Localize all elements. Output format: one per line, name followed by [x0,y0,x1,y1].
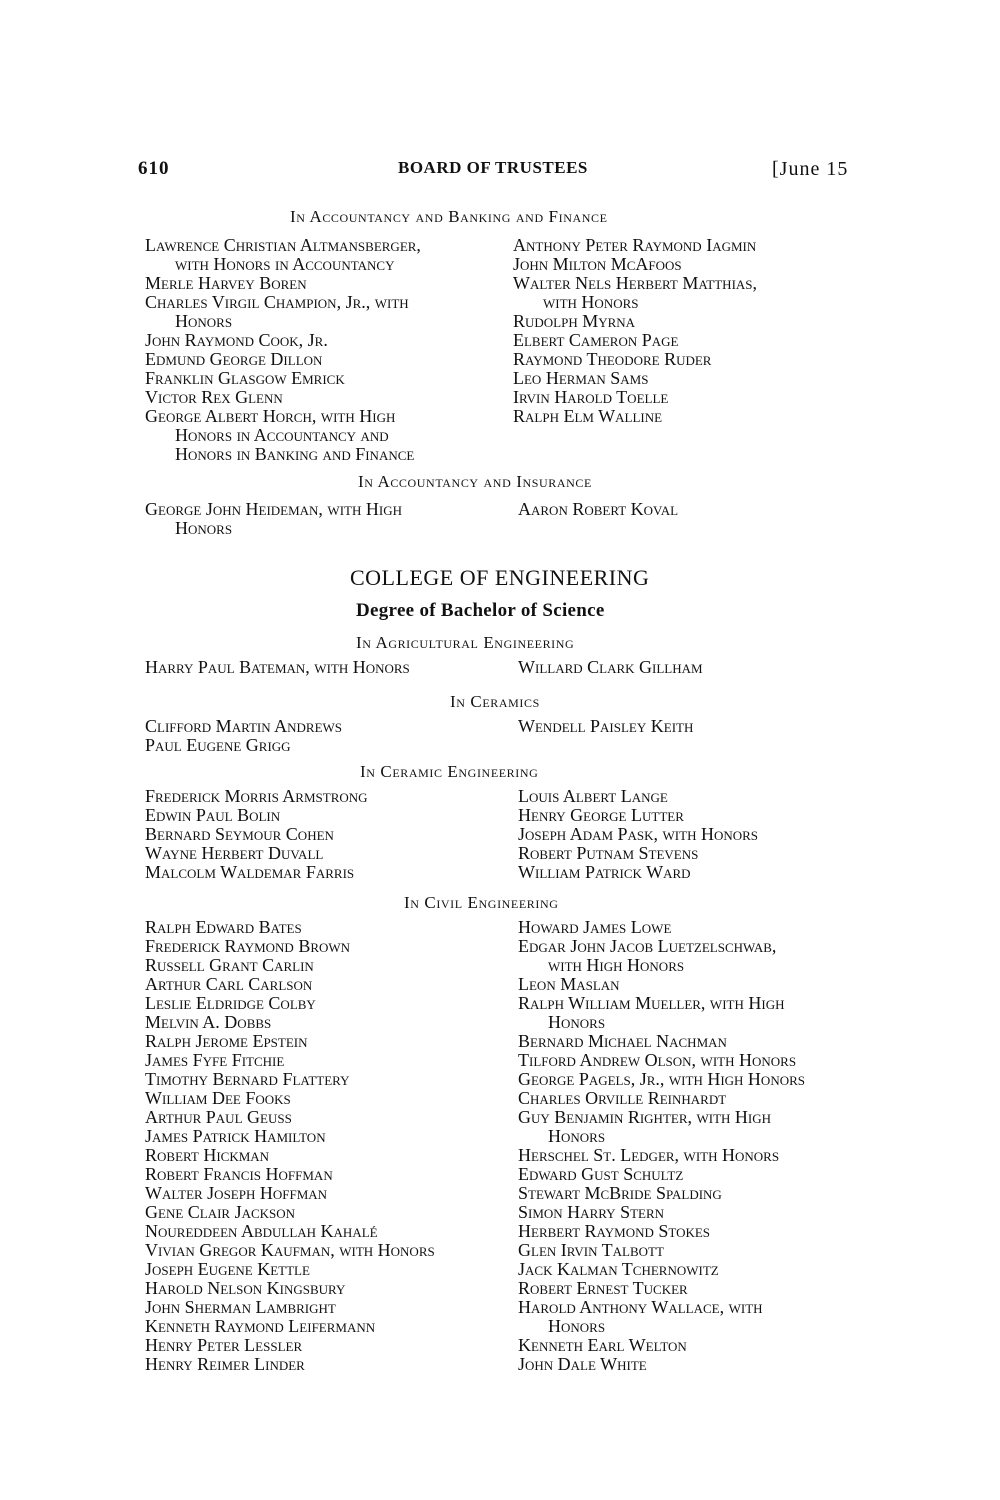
list-item: Aaron Robert Koval [518,499,679,519]
list-item: Ralph Jerome Epstein [145,1031,308,1051]
list-item: Leon Maslan [518,974,620,994]
list-item: Louis Albert Lange [518,786,668,806]
list-item: George Albert Horch, with High [145,406,396,426]
list-item: Rudolph Myrna [513,311,636,331]
list-item: William Patrick Ward [518,862,691,882]
list-item: George Pagels, Jr., with High Honors [518,1069,805,1089]
list-item: Robert Francis Hoffman [145,1164,333,1184]
list-item: Walter Nels Herbert Matthias, [513,273,758,293]
list-item: Edmund George Dillon [145,349,323,369]
list-item: with Honors in Accountancy [175,254,395,274]
list-item: Henry Reimer Linder [145,1354,305,1374]
list-item: with Honors [543,292,639,312]
list-item: Edward Gust Schultz [518,1164,684,1184]
agricultural-right-column [518,658,703,677]
list-item: Charles Orville Reinhardt [518,1088,727,1108]
list-item: Arthur Carl Carlson [145,974,313,994]
list-item: Edwin Paul Bolin [145,805,281,825]
list-item: Honors [175,518,233,538]
list-item: Charles Virgil Champion, Jr., with [145,292,409,312]
accountancy-insurance-right-column [518,500,678,519]
list-item: Russell Grant Carlin [145,955,314,975]
list-item: Herbert Raymond Stokes [518,1221,711,1241]
list-item: Honors in Accountancy and [175,425,389,445]
list-item: Melvin A. Dobbs [145,1012,272,1032]
list-item: Ralph Elm Walline [513,406,663,426]
list-item: Ralph William Mueller, with High [518,993,785,1013]
running-title: BOARD OF TRUSTEES [398,158,588,177]
list-item: John Sherman Lambright [145,1297,336,1317]
list-item: James Fyfe Fitchie [145,1050,285,1070]
list-item: Wendell Paisley Keith [518,716,694,736]
list-item: Victor Rex Glenn [145,387,283,407]
list-item: Harry Paul Bateman, with Honors [145,657,410,677]
list-item: Honors [175,311,233,331]
civil-right-column [518,918,805,1374]
list-item: Leslie Eldridge Colby [145,993,316,1013]
accountancy-banking-right-column [513,236,757,426]
list-item: Jack Kalman Tchernowitz [518,1259,719,1279]
section-heading-civil: In Civil Engineering [404,893,559,912]
list-item: Henry Peter Lessler [145,1335,303,1355]
list-item: Kenneth Raymond Leifermann [145,1316,376,1336]
list-item: Tilford Andrew Olson, with Honors [518,1050,797,1070]
list-item: with High Honors [548,955,685,975]
accountancy-insurance-left-column [145,500,402,538]
list-item: Guy Benjamin Righter, with High [518,1107,772,1127]
list-item: Honors [548,1316,606,1336]
section-heading-ceramics: In Ceramics [450,692,540,711]
list-item: Harold Anthony Wallace, with [518,1297,763,1317]
accountancy-banking-left-column [145,236,421,464]
list-item: William Dee Fooks [145,1088,291,1108]
agricultural-left-column [145,658,410,677]
list-item: Ralph Edward Bates [145,917,302,937]
list-item: Robert Hickman [145,1145,270,1165]
list-item: John Dale White [518,1354,647,1374]
section-heading-accountancy-banking: In Accountancy and Banking and Finance [290,207,608,226]
running-date: [June 15 [772,158,849,180]
list-item: Franklin Glasgow Emrick [145,368,345,388]
list-item: Joseph Adam Pask, with Honors [518,824,759,844]
civil-left-column [145,918,435,1374]
list-item: John Milton McAfoos [513,254,682,274]
list-item: Walter Joseph Hoffman [145,1183,328,1203]
list-item: Malcolm Waldemar Farris [145,862,355,882]
list-item: Kenneth Earl Welton [518,1335,687,1355]
list-item: Honors [548,1012,606,1032]
list-item: Simon Harry Stern [518,1202,665,1222]
list-item: John Raymond Cook, Jr. [145,330,328,350]
list-item: Bernard Seymour Cohen [145,824,334,844]
list-item: James Patrick Hamilton [145,1126,326,1146]
list-item: Edgar John Jacob Luetzelschwab, [518,936,777,956]
list-item: Frederick Raymond Brown [145,936,351,956]
list-item: Vivian Gregor Kaufman, with Honors [145,1240,435,1260]
section-heading-ceramic-engineering: In Ceramic Engineering [360,762,539,781]
list-item: Robert Putnam Stevens [518,843,699,863]
list-item: Anthony Peter Raymond Iagmin [513,235,757,255]
ceramics-right-column [518,717,693,736]
list-item: Irvin Harold Toelle [513,387,669,407]
list-item: Henry George Lutter [518,805,684,825]
list-item: Howard James Lowe [518,917,672,937]
list-item: Herschel St. Ledger, with Honors [518,1145,780,1165]
degree-heading: Degree of Bachelor of Science [356,600,605,621]
page-number: 610 [138,158,170,179]
list-item: Merle Harvey Boren [145,273,307,293]
section-heading-accountancy-insurance: In Accountancy and Insurance [358,472,592,491]
college-heading: COLLEGE OF ENGINEERING [350,565,650,590]
list-item: George John Heideman, with High [145,499,402,519]
list-item: Leo Herman Sams [513,368,649,388]
section-heading-agricultural: In Agricultural Engineering [356,633,575,652]
list-item: Raymond Theodore Ruder [513,349,712,369]
list-item: Honors [548,1126,606,1146]
list-item: Gene Clair Jackson [145,1202,296,1222]
list-item: Glen Irvin Talbott [518,1240,664,1260]
list-item: Joseph Eugene Kettle [145,1259,310,1279]
list-item: Noureddeen Abdullah Kahalé [145,1221,378,1241]
ceramic-engineering-left-column [145,787,368,882]
list-item: Paul Eugene Grigg [145,735,291,755]
list-item: Wayne Herbert Duvall [145,843,324,863]
list-item: Arthur Paul Geuss [145,1107,292,1127]
list-item: Stewart McBride Spalding [518,1183,722,1203]
list-item: Lawrence Christian Altmansberger, [145,235,421,255]
list-item: Clifford Martin Andrews [145,716,343,736]
list-item: Honors in Banking and Finance [175,444,415,464]
list-item: Willard Clark Gillham [518,657,703,677]
list-item: Timothy Bernard Flattery [145,1069,350,1089]
list-item: Frederick Morris Armstrong [145,786,368,806]
list-item: Robert Ernest Tucker [518,1278,688,1298]
ceramic-engineering-right-column [518,787,758,882]
list-item: Bernard Michael Nachman [518,1031,727,1051]
list-item: Harold Nelson Kingsbury [145,1278,346,1298]
list-item: Elbert Cameron Page [513,330,679,350]
ceramics-left-column [145,717,342,755]
